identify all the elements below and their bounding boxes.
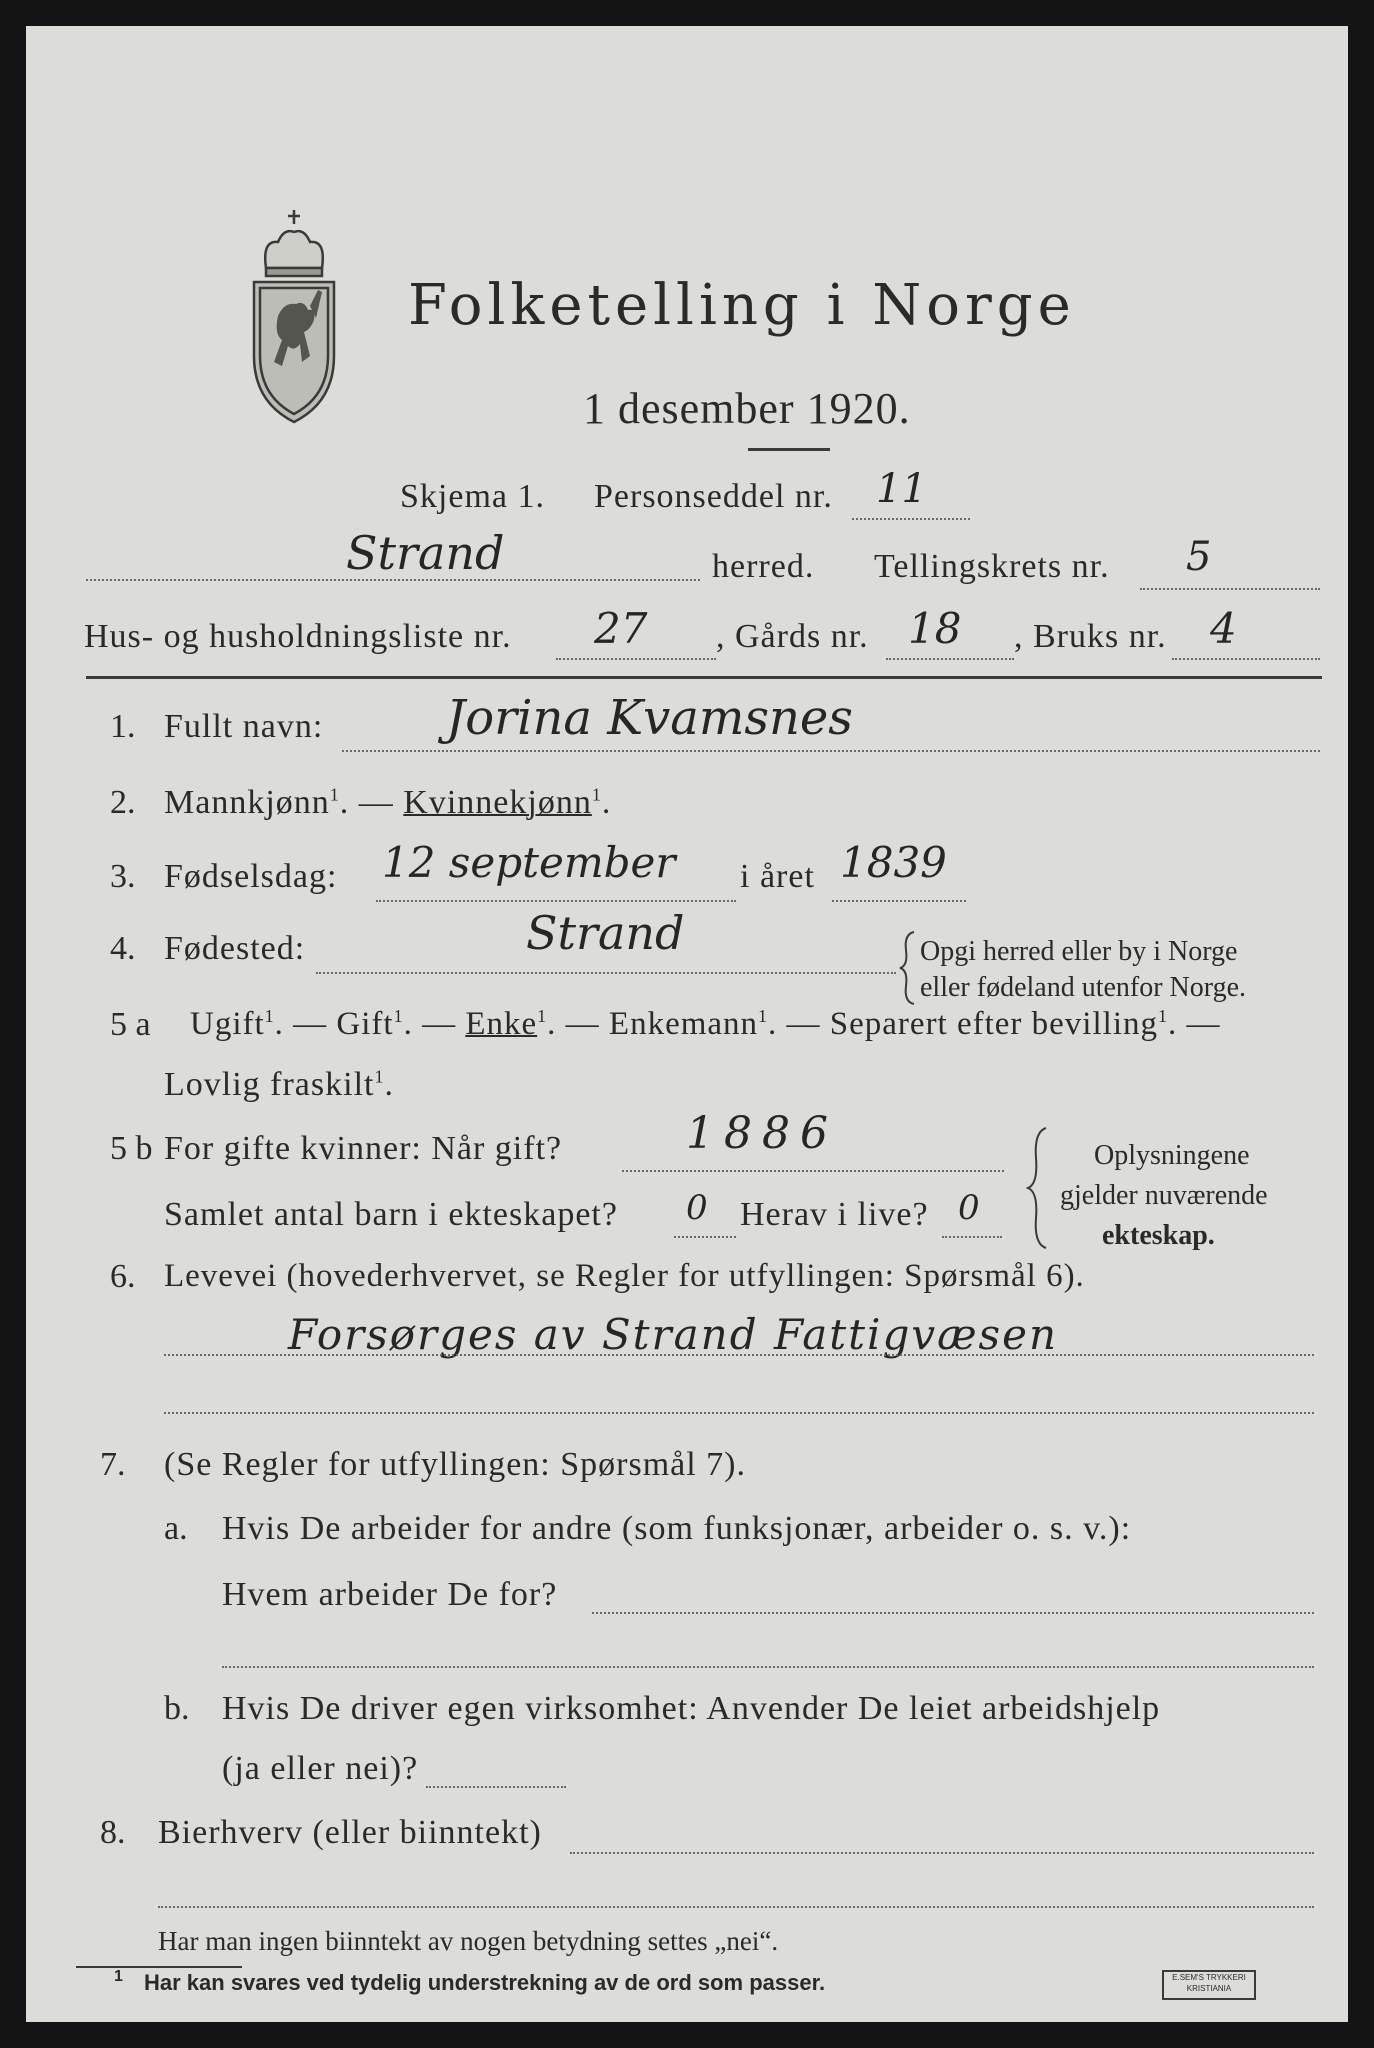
separator: . (384, 1066, 394, 1103)
bruks-line (1172, 658, 1320, 660)
q6-number: 6. (110, 1258, 136, 1295)
census-form (26, 26, 1348, 2022)
q4-number: 4. (110, 930, 136, 967)
q2-number: 2. (110, 784, 136, 821)
q5a-enke-option: Enke (465, 1006, 538, 1042)
q7a-line1 (592, 1612, 1314, 1614)
separator: . — (339, 784, 404, 821)
q5b-live-value: 0 (958, 1188, 980, 1228)
q7a-question: Hvem arbeider De for? (222, 1576, 558, 1613)
gards-label: , Gårds nr. (716, 618, 869, 655)
q7b-line (426, 1786, 566, 1788)
footnote-ref: 1 (591, 784, 602, 805)
norwegian-coat-of-arms-icon (244, 206, 344, 431)
q2-female-option: Kvinnekjønn (403, 784, 592, 821)
hus-value: 27 (594, 604, 648, 653)
separator: . — (403, 1006, 466, 1042)
footnote-ref: 1 (393, 1006, 404, 1026)
q5a-enkemann-option: Enkemann (608, 1006, 759, 1042)
q5b-label: For gifte kvinner: Når gift? (164, 1130, 563, 1167)
form-title: Folketelling i Norge (408, 273, 1076, 338)
separator: . — (274, 1006, 337, 1042)
herred-value: Strand (346, 526, 505, 580)
q7-label: (Se Regler for utfyllingen: Spørsmål 7). (164, 1446, 747, 1483)
q8-label: Bierhverv (eller biinntekt) (158, 1814, 542, 1851)
q5a-separert-option: Separert efter bevilling (829, 1006, 1158, 1042)
q5a-line2 (164, 1066, 394, 1104)
biinntekt-note: Har man ingen biinntekt av nogen betydning settes „nei“. (158, 1926, 779, 1956)
q5b-note-line1: Oplysningene (1094, 1140, 1250, 1171)
q7-number: 7. (100, 1446, 126, 1483)
q5b-line (622, 1170, 1004, 1172)
q7a-line2 (222, 1666, 1314, 1668)
q5b-note-line2 (1060, 1180, 1268, 1212)
footnote-ref: 1 (329, 784, 340, 805)
q4-note-line2: eller fødeland utenfor Norge. (920, 972, 1247, 1003)
printer-stamp-line2: KRISTIANIA (1186, 1984, 1232, 1993)
separator: . — (547, 1006, 609, 1042)
q5b-note-line3: ekteskap. (1102, 1220, 1215, 1251)
q8-line1 (570, 1852, 1314, 1854)
q2-text (164, 784, 611, 822)
q2-male-option: Mannkjønn (164, 784, 330, 821)
q3-line (376, 900, 736, 902)
q7b-letter: b. (164, 1690, 190, 1727)
footnote-ref: 1 (264, 1006, 275, 1026)
q6-line1 (164, 1354, 1314, 1356)
q5b-note-text: gjelder nuværende (1060, 1180, 1268, 1211)
tellingskrets-line (1140, 588, 1320, 590)
printer-stamp-line1: E.SEM'S TRYKKERI (1172, 1973, 1246, 1982)
q6-line2 (164, 1412, 1314, 1414)
tellingskrets-label: Tellingskrets nr. (874, 548, 1110, 585)
footnote-ref: 1 (537, 1006, 548, 1026)
q4-note-line1: Opgi herred eller by i Norge (920, 936, 1238, 967)
q5b-number: 5 b (110, 1130, 153, 1167)
separator: . — (768, 1006, 830, 1042)
personseddel-value: 11 (876, 466, 927, 512)
q5b-barn-value: 0 (686, 1188, 708, 1228)
tellingskrets-value: 5 (1186, 534, 1212, 580)
footnote-ref: 1 (758, 1006, 769, 1026)
q5a-gift-option: Gift (336, 1006, 394, 1042)
q3-label: Fødselsdag: (164, 858, 338, 895)
title-divider (748, 448, 830, 451)
gards-value: 18 (908, 604, 962, 653)
q3-year-value: 1839 (840, 838, 947, 887)
brace-icon (898, 930, 916, 1006)
q1-value: Jorina Kvamsnes (446, 690, 853, 746)
bruks-label: , Bruks nr. (1014, 618, 1167, 655)
q5a-text (190, 1006, 1220, 1043)
footnote-ref: 1 (1157, 1006, 1168, 1026)
form-date: 1 desember 1920. (583, 384, 911, 433)
q8-number: 8. (100, 1814, 126, 1851)
q1-line (342, 750, 1320, 752)
q1-number: 1. (110, 708, 136, 745)
gards-line (886, 658, 1014, 660)
q4-value: Strand (526, 906, 685, 960)
skjema-label: Skjema 1. (400, 478, 545, 515)
hus-label: Hus- og husholdningsliste nr. (84, 618, 512, 655)
meta-divider (86, 676, 1322, 679)
q5b-live-line (942, 1236, 1002, 1238)
q6-label: Levevei (hovederhvervet, se Regler for utfyllingen: Spørsmål 6). (164, 1258, 1085, 1294)
separator: . (601, 784, 612, 821)
printer-stamp (1162, 1970, 1256, 2000)
q7a-letter: a. (164, 1510, 188, 1547)
q3-value: 12 september (382, 838, 676, 887)
footnote-mark: 1 (114, 1968, 123, 1985)
q5b-value: 1886 (686, 1108, 838, 1159)
q1-label: Fullt navn: (164, 708, 324, 745)
q5b-barn-line (674, 1236, 736, 1238)
q3-year-label: i året (740, 858, 815, 895)
q5a-number: 5 a (110, 1006, 151, 1043)
q5a-fraskilt-option: Lovlig fraskilt (164, 1066, 375, 1103)
footnote-divider (76, 1966, 242, 1968)
q6-value: Forsørges av Strand Fattigvæsen (288, 1310, 1059, 1359)
brace-icon (1026, 1126, 1048, 1250)
q4-label: Fødested: (164, 930, 306, 967)
q5a-ugift-option: Ugift (190, 1006, 265, 1042)
bruks-value: 4 (1210, 604, 1237, 653)
q5b-barn-label: Samlet antal barn i ekteskapet? (164, 1196, 618, 1233)
personseddel-line (852, 518, 970, 520)
hus-line (556, 658, 716, 660)
q7b-text: Hvis De driver egen virksomhet: Anvender De leiet arbeidshjelp (222, 1690, 1161, 1727)
herred-label: herred. (712, 548, 815, 585)
footnote-ref: 1 (374, 1066, 385, 1087)
q8-line2 (158, 1906, 1314, 1908)
separator: . — (1167, 1006, 1221, 1042)
q7a-text: Hvis De arbeider for andre (som funksjonær, arbeider o. s. v.): (222, 1510, 1132, 1547)
q4-line (316, 972, 896, 974)
q5b-live-label: Herav i live? (740, 1196, 929, 1233)
personseddel-label: Personseddel nr. (594, 478, 833, 515)
q3-year-line (832, 900, 966, 902)
footnote-text: Har kan svares ved tydelig understrekning av de ord som passer. (144, 1970, 826, 1995)
q7b-question: (ja eller nei)? (222, 1750, 419, 1787)
q3-number: 3. (110, 858, 136, 895)
